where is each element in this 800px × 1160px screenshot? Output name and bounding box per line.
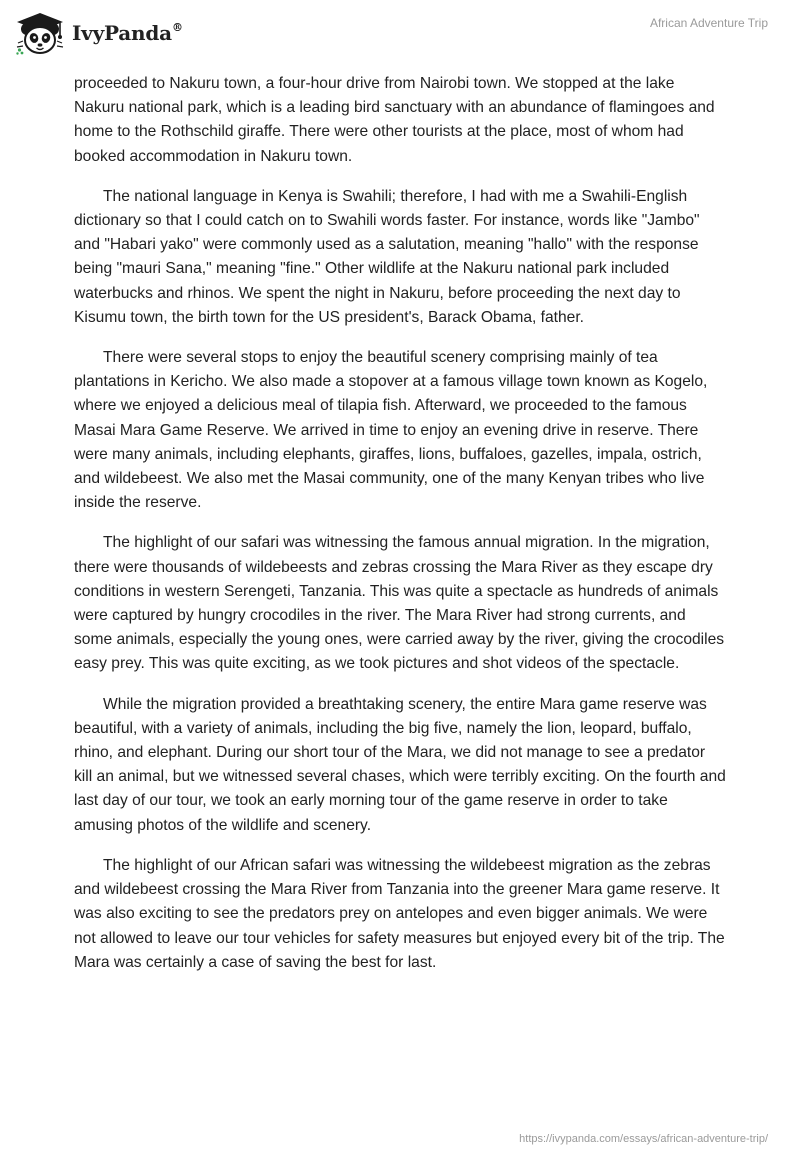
paragraph: The highlight of our African safari was witnessing the wildebeest migration as the zebras and wildebeest crossing the Mara River from Tanzania into the greener Mara game reserve. It was also exciting to see the predators prey on antelopes and even bigger animals. We were not allowed to leave our tour vehicles for safety measures but enjoyed every bit of the trip. The Mara was certainly a case of saving the best for last. <box>74 856 725 971</box>
brand-name: IvyPanda® <box>72 21 183 45</box>
paragraph: The highlight of our safari was witnessing the famous annual migration. In the migration, there were thousands of wildebeests and zebras crossing the Mara River as they escape dry conditions in western Serengeti, Tanzania. This was quite a spectacle as hundreds of animals were captured by hungry crocodiles in the river. The Mara River had strong currents, and some animals, especially the young ones, were carried away by the river, giving the crocodiles easy prey. This was quite exciting, as we took pictures and shot videos of the spectacle. <box>74 534 725 673</box>
ivypanda-logo[interactable] <box>14 10 183 56</box>
registered-mark: ® <box>171 21 183 34</box>
document-title: African Adventure Trip <box>649 16 768 30</box>
page-header <box>0 0 800 70</box>
paragraph: There were several stops to enjoy the beautiful scenery comprising mainly of tea plantations in Kericho. We also made a stopover at a famous village town known as Kogelo, where we enjoyed a delicious meal of tilapia fish. Afterward, we proceeded to the famous Masai Mara Game Reserve. We arrived in time to enjoy an evening drive in reserve. There were many animals, including elephants, giraffes, lions, buffaloes, gazelles, impala, ostrich, and wildebeest. We also met the Masai community, one of the many Kenyan tribes who live inside the reserve. <box>74 349 708 512</box>
paragraph: While the migration provided a breathtaking scenery, the entire Mara game reserve was beautiful, with a variety of animals, including the big five, namely the lion, leopard, buffalo, rhino, and elephant. During our short tour of the Mara, we did not manage to see a predator kill an animal, but we witnessed several chases, which were terribly exciting. On the fourth and last day of our tour, we took an early morning tour of the game reserve in order to take amusing photos of the wildlife and scenery. <box>74 695 726 834</box>
paragraph: The national language in Kenya is Swahili; therefore, I had with me a Swahili-English dictionary so that I could catch on to Swahili words faster. For instance, words like "Jambo" and "Habari yako" were commonly used as a salutation, meaning "hallo" with the response being "mauri Sana," meaning "fine." Other wildlife at the Nakuru national park included waterbucks and rhinos. We spent the night in Nakuru, before proceeding the next day to Kisumu town, the birth town for the US president's, Barack Obama, father. <box>74 187 700 326</box>
essay-body <box>74 72 726 991</box>
paragraph: proceeded to Nakuru town, a four-hour drive from Nairobi town. We stopped at the lake Nakuru national park, which is a leading bird sanctuary with an abundance of flamingoes and home to the Rothschild giraffe. There were other tourists at the place, most of whom had booked accommodation in Nakuru town. <box>74 75 715 165</box>
panda-graduate-icon <box>14 10 66 56</box>
source-url[interactable]: https://ivypanda.com/essays/african-adventure-trip/ <box>519 1133 768 1145</box>
